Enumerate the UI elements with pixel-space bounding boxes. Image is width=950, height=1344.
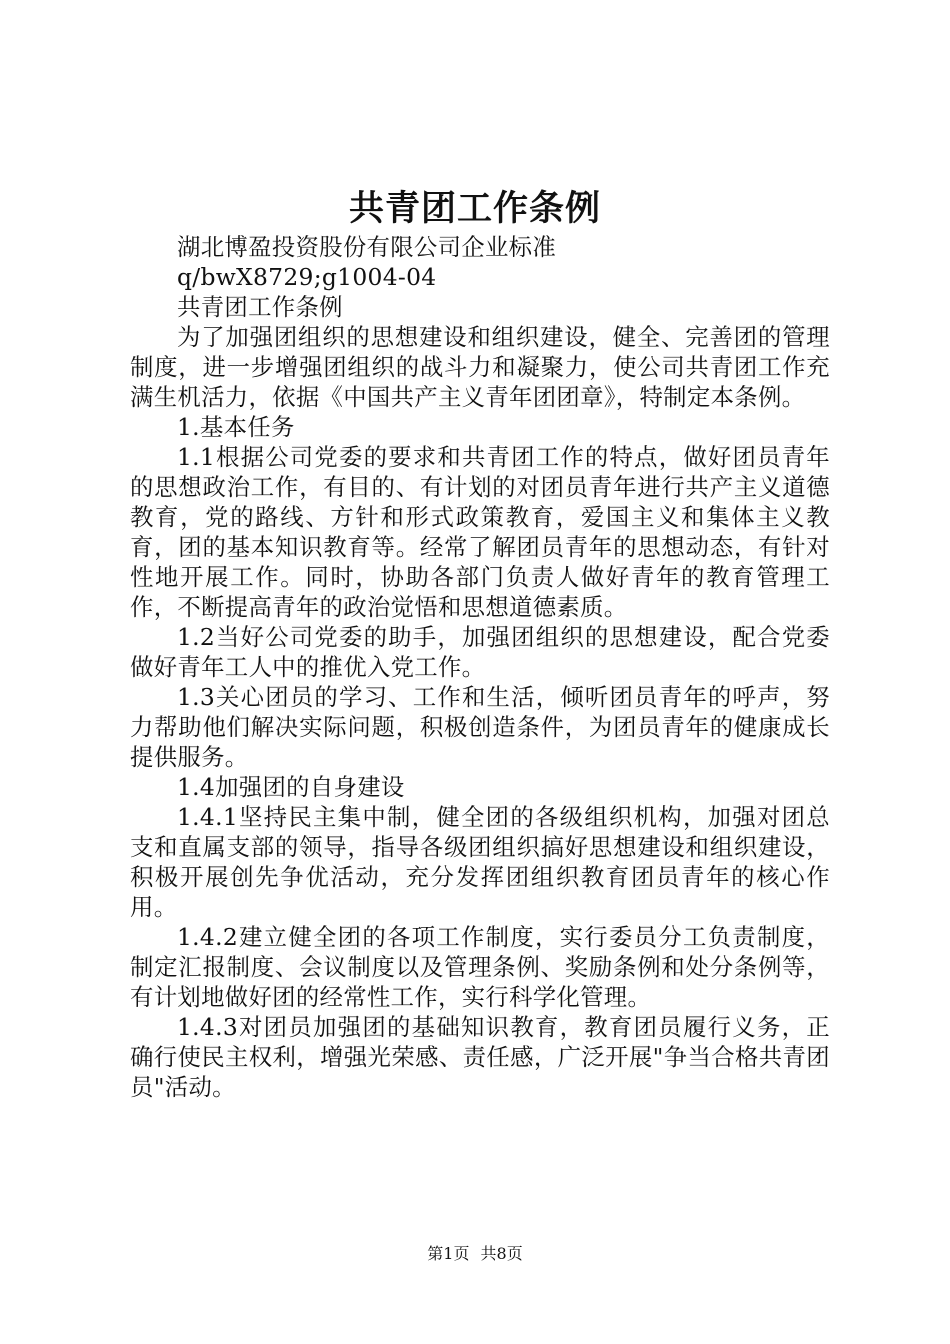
paragraph-1-3: 1.3关心团员的学习、工作和生活，倾听团员青年的呼声，努力帮助他们解决实际问题，积极创造条件，为团员青年的健康成长提供服务。 xyxy=(130,683,830,771)
paragraph-1-4-1: 1.4.1坚持民主集中制，健全团的各级组织机构，加强对团总支和直属支部的领导，指导各级团组织搞好思想建设和组织建设，积极开展创先争优活动，充分发挥团组织教育团员青年的核心作用。 xyxy=(130,803,830,921)
paragraph-1-2: 1.2当好公司党委的助手，加强团组织的思想建设，配合党委做好青年工人中的推优入党工作。 xyxy=(130,623,830,681)
page-total: 共8页 xyxy=(480,1244,523,1263)
page-footer xyxy=(0,1243,950,1265)
section-heading-1: 1.基本任务 xyxy=(177,413,295,441)
paragraph-1-4-2: 1.4.2建立健全团的各项工作制度，实行委员分工负责制度，制定汇报制度、会议制度以及管理条例、奖励条例和处分条例等，有计划地做好团的经常性工作，实行科学化管理。 xyxy=(130,923,830,1011)
standard-issuer: 湖北博盈投资股份有限公司企业标准 xyxy=(177,233,557,261)
section-heading-1-4: 1.4加强团的自身建设 xyxy=(177,773,405,801)
page-number: 第1页 xyxy=(427,1244,470,1263)
paragraph-intro: 为了加强团组织的思想建设和组织建设，健全、完善团的管理制度，进一步增强团组织的战斗力和凝聚力，使公司共青团工作充满生机活力，依据《中国共产主义青年团团章》，特制定本条例。 xyxy=(130,323,830,411)
standard-code: q/bwX8729;g1004-04 xyxy=(177,263,437,291)
paragraph-1-4-3: 1.4.3对团员加强团的基础知识教育，教育团员履行义务，正确行使民主权利，增强光荣感、责任感，广泛开展"争当合格共青团员"活动。 xyxy=(130,1013,830,1101)
document-body xyxy=(130,232,830,1102)
paragraph-1-1: 1.1根据公司党委的要求和共青团工作的特点，做好团员青年的思想政治工作，有目的、有计划的对团员青年进行共产主义道德教育，党的路线、方针和形式政策教育，爱国主义和集体主义教育，团的基本知识教育等。经常了解团员青年的思想动态，有针对性地开展工作。同时，协助各部门负责人做好青年的教育管理工作，不断提高青年的政治觉悟和思想道德素质。 xyxy=(130,443,830,621)
subtitle: 共青团工作条例 xyxy=(177,293,343,321)
document-title: 共青团工作条例 xyxy=(348,188,601,229)
